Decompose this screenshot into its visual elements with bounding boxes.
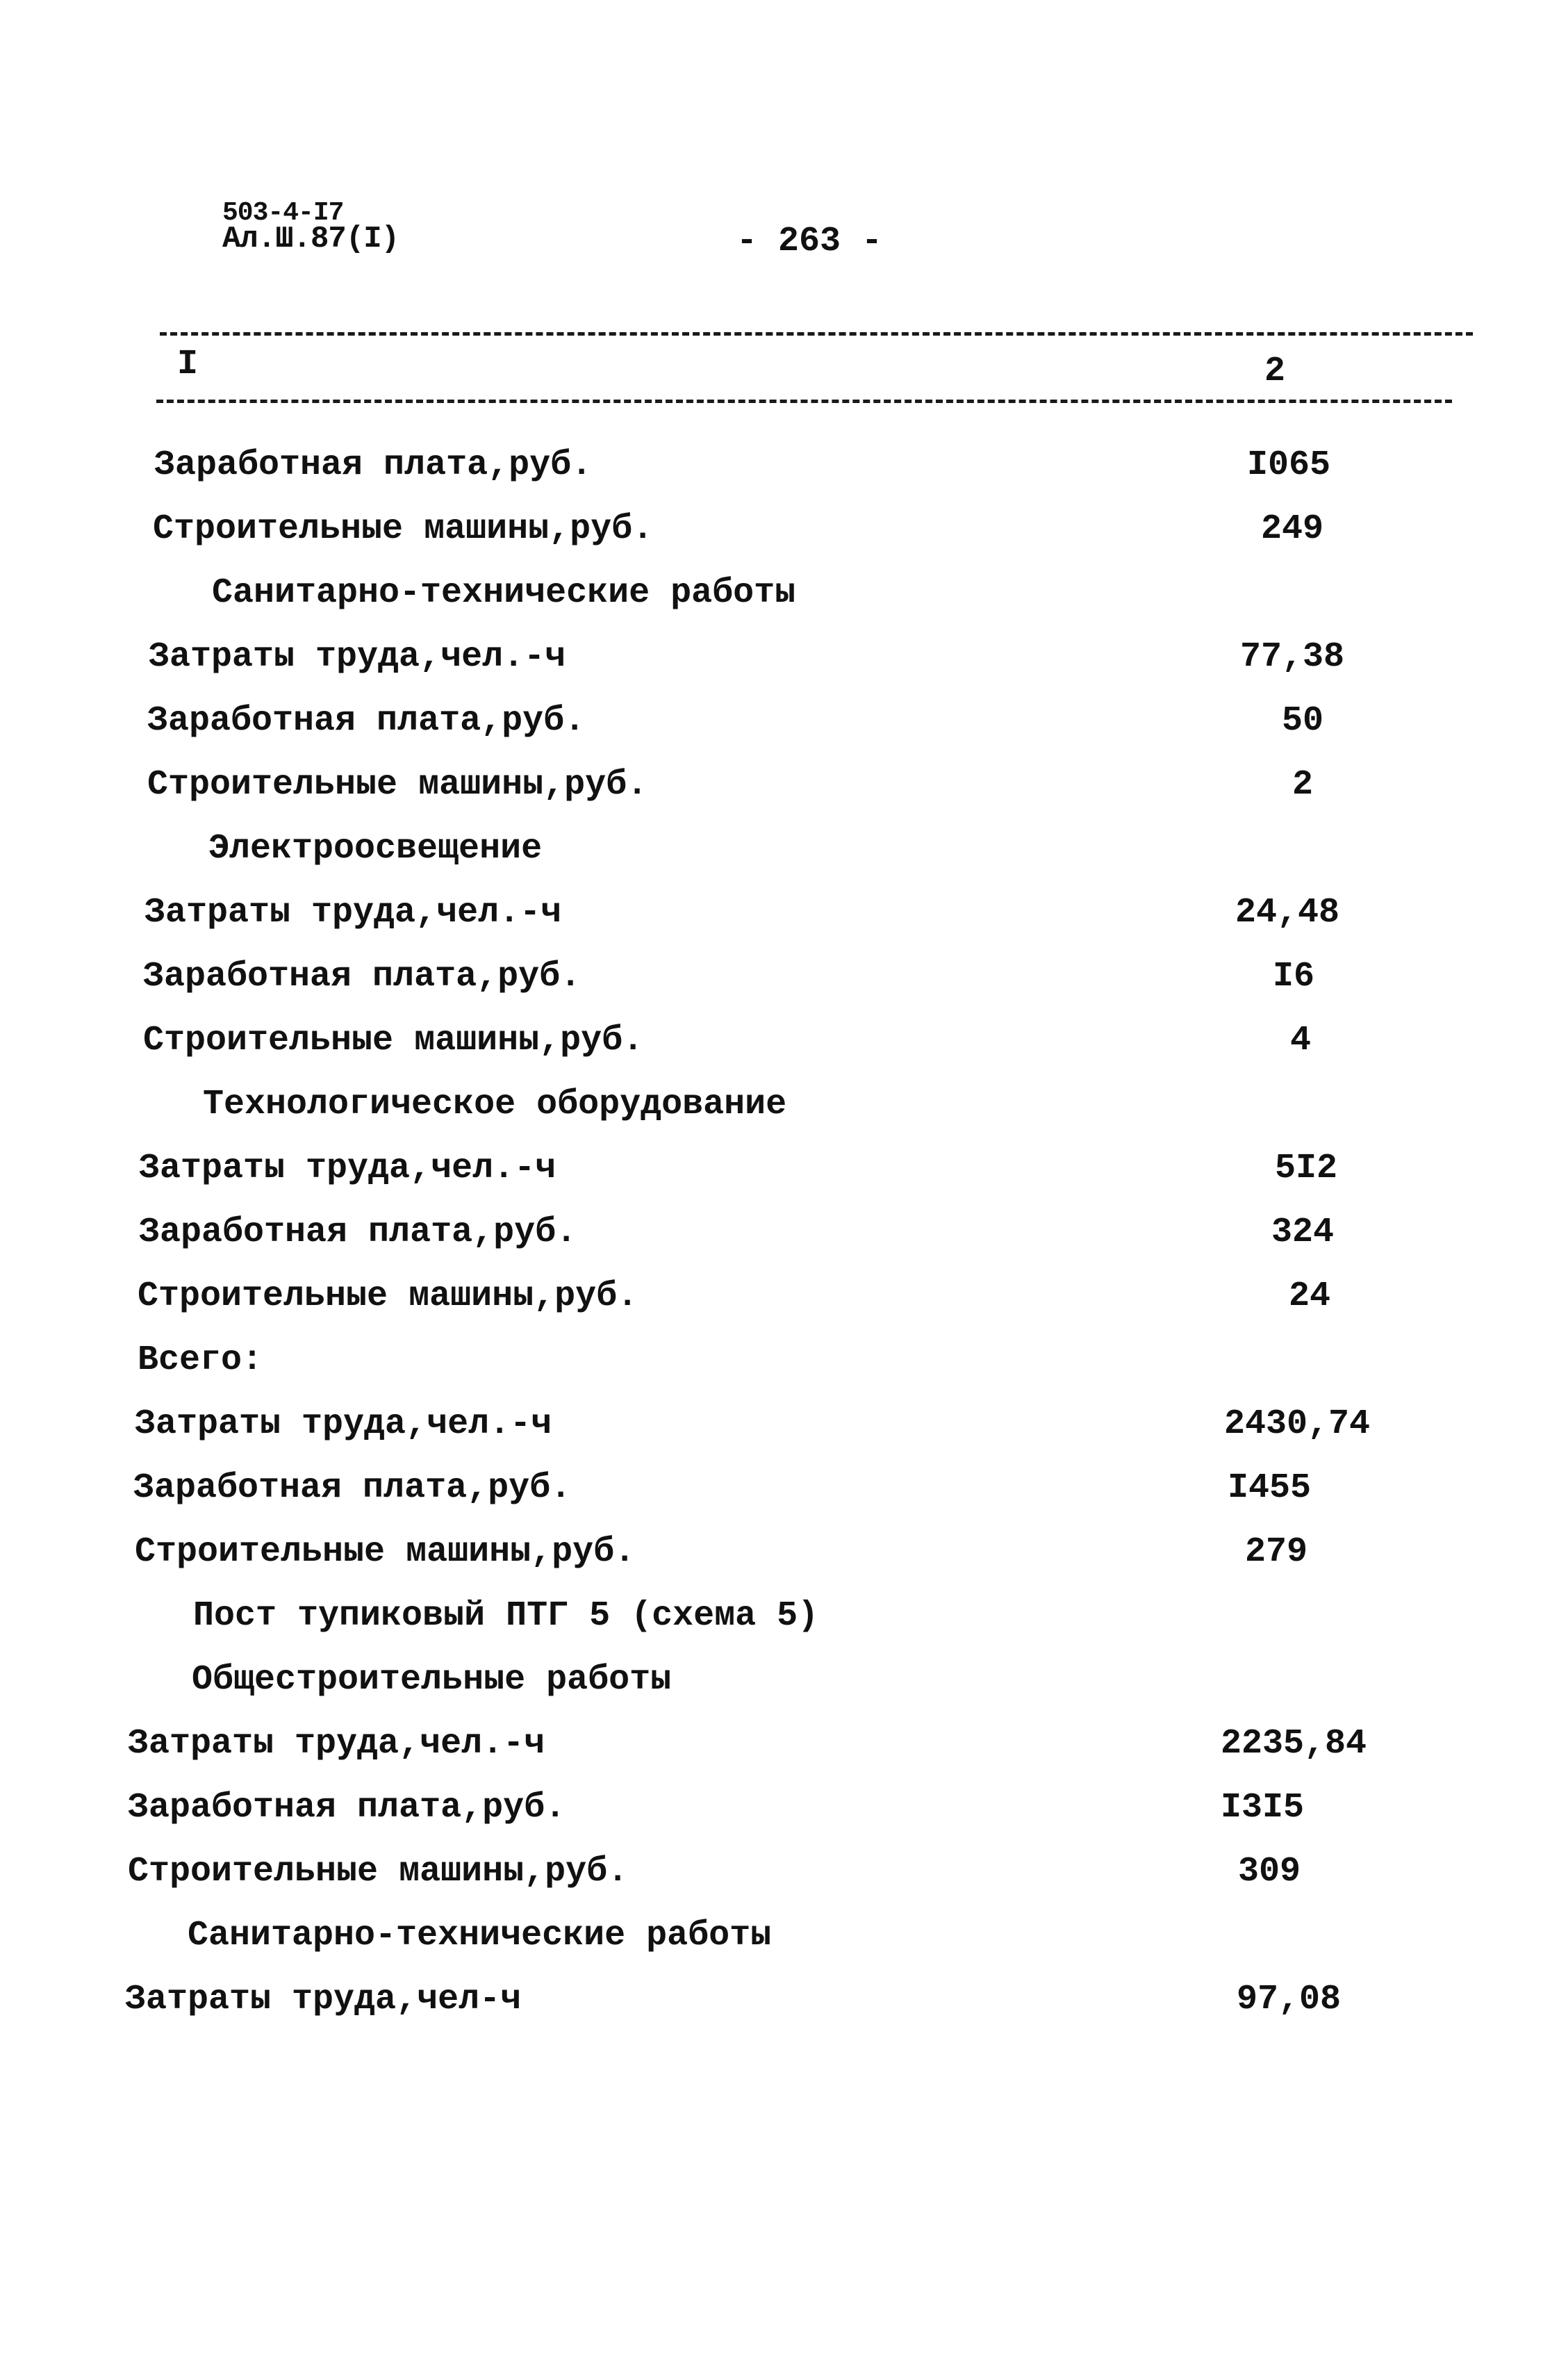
column-header-1: I <box>177 345 199 384</box>
row-value: I6 <box>1273 957 1315 996</box>
table-row <box>0 1528 1559 1584</box>
section-heading: Всего: <box>138 1340 263 1380</box>
table-row <box>0 441 1559 497</box>
row-label: Заработная плата,руб. <box>128 1788 566 1828</box>
row-value: 77,38 <box>1240 637 1345 677</box>
table-row <box>0 697 1559 753</box>
row-value: 324 <box>1271 1213 1335 1252</box>
table-row <box>0 825 1559 880</box>
section-heading: Технологическое оборудование <box>203 1085 787 1124</box>
table-row <box>0 1912 1559 1967</box>
table-header-rule <box>156 400 1452 403</box>
row-label: Затраты труда,чел.-ч <box>139 1149 556 1188</box>
row-value: 309 <box>1238 1852 1301 1891</box>
row-value: 24,48 <box>1235 893 1340 933</box>
table-row <box>0 1336 1559 1392</box>
document-code-line1: 503-4-I7 <box>222 198 344 228</box>
row-value: 2430,74 <box>1224 1404 1371 1444</box>
table-row <box>0 1208 1559 1264</box>
row-value: 50 <box>1282 701 1324 741</box>
table-row <box>0 1784 1559 1839</box>
table-row <box>0 1081 1559 1136</box>
table-row <box>0 1848 1559 1903</box>
row-label: Затраты труда,чел.-ч <box>135 1404 552 1444</box>
row-label: Заработная плата,руб. <box>139 1213 577 1252</box>
section-heading: Санитарно-технические работы <box>188 1916 772 1955</box>
row-label: Затраты труда,чел.-ч <box>149 637 566 677</box>
table-row <box>0 1400 1559 1456</box>
row-label: Затраты труда,чел.-ч <box>145 893 562 933</box>
row-label: Затраты труда,чел-ч <box>125 1980 522 2019</box>
row-label: Строительные машины,руб. <box>128 1852 629 1891</box>
row-value: 2235,84 <box>1221 1724 1367 1764</box>
page-number: - 263 - <box>736 222 883 261</box>
table-row <box>0 1464 1559 1520</box>
row-label: Заработная плата,руб. <box>133 1468 572 1508</box>
row-label: Строительные машины,руб. <box>138 1277 638 1316</box>
table-row <box>0 1017 1559 1072</box>
table-row <box>0 953 1559 1008</box>
row-label: Заработная плата,руб. <box>147 701 586 741</box>
row-value: 24 <box>1289 1277 1331 1316</box>
table-row <box>0 761 1559 816</box>
table-row <box>0 1656 1559 1712</box>
row-value: 97,08 <box>1237 1980 1342 2019</box>
table-row <box>0 1976 1559 2031</box>
row-value: 2 <box>1292 765 1314 805</box>
table-row <box>0 633 1559 689</box>
row-label: Заработная плата,руб. <box>154 445 593 485</box>
row-label: Строительные машины,руб. <box>153 509 654 549</box>
table-top-rule <box>160 332 1473 336</box>
table-row <box>0 569 1559 625</box>
section-heading: Пост тупиковый ПТГ 5 (схема 5) <box>193 1596 819 1636</box>
table-row <box>0 1592 1559 1648</box>
table-row <box>0 1720 1559 1775</box>
section-heading: Общестроительные работы <box>192 1660 672 1700</box>
table-row <box>0 1272 1559 1328</box>
table-row <box>0 1144 1559 1200</box>
row-label: Строительные машины,руб. <box>135 1532 636 1572</box>
table-row <box>0 889 1559 944</box>
row-value: 4 <box>1290 1021 1312 1060</box>
row-value: I455 <box>1228 1468 1312 1508</box>
row-value: I065 <box>1247 445 1331 485</box>
row-label: Затраты труда,чел.-ч <box>128 1724 545 1764</box>
row-value: 249 <box>1261 509 1324 549</box>
document-code-line2: Ал.Ш.87(I) <box>222 222 399 256</box>
column-header-2: 2 <box>1264 352 1286 391</box>
row-value: 5I2 <box>1275 1149 1338 1188</box>
section-heading: Санитарно-технические работы <box>212 573 796 613</box>
row-label: Строительные машины,руб. <box>147 765 648 805</box>
row-label: Строительные машины,руб. <box>143 1021 644 1060</box>
table-row <box>0 505 1559 561</box>
row-value: 279 <box>1245 1532 1308 1572</box>
row-label: Заработная плата,руб. <box>143 957 581 996</box>
document-code <box>222 200 431 277</box>
row-value: I3I5 <box>1221 1788 1305 1828</box>
section-heading: Электроосвещение <box>208 829 543 869</box>
